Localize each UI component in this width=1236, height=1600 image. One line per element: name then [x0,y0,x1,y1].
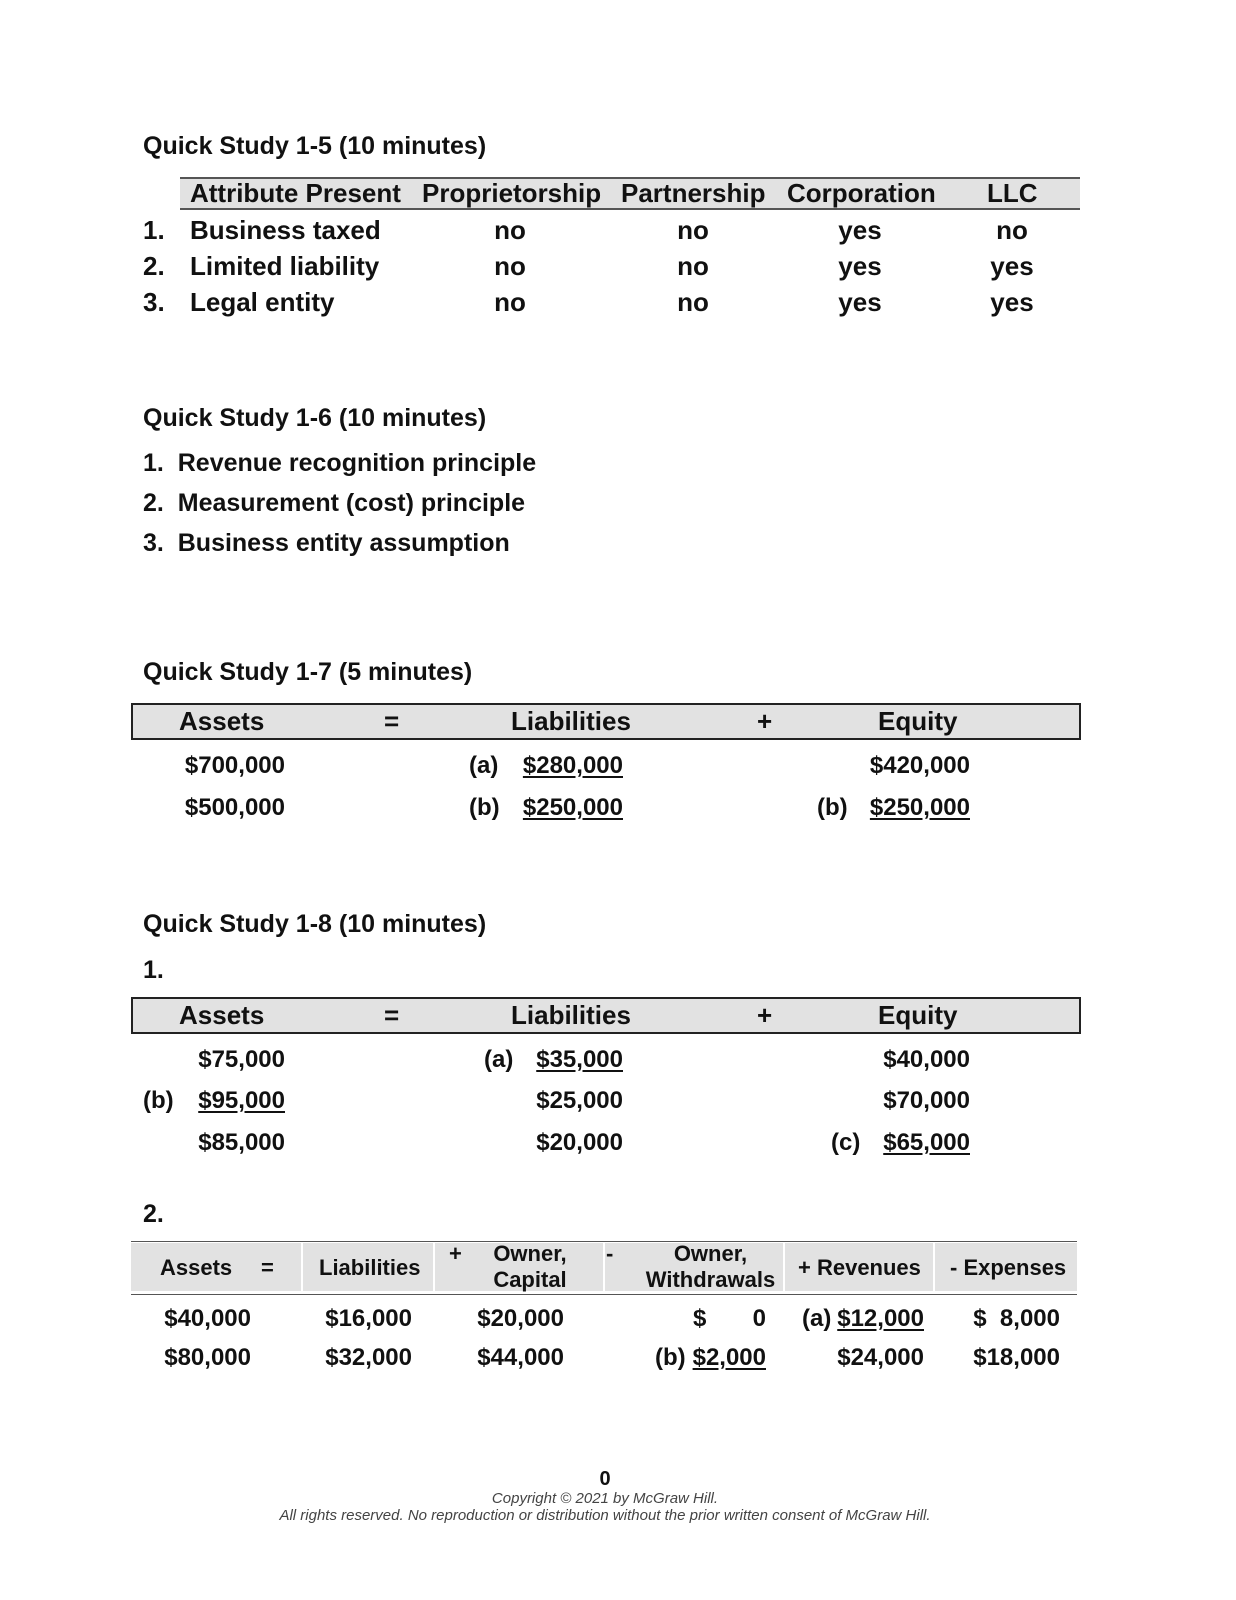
footer-copyright: Copyright © 2021 by McGraw Hill. [491,1490,719,1507]
qs18-t2-header-minus: - [606,1241,614,1266]
qs18-t2-capital: $20,000 [477,1305,564,1332]
qs18-liab-prefix: (a) [484,1046,514,1073]
qs18-t2-header-expenses: - Expenses [950,1255,1067,1280]
qs15-row-num: 2. [143,251,165,281]
qs18-part2-label: 2. [143,1200,164,1228]
qs18-t2-liab: $32,000 [325,1344,412,1371]
qs15-header-proprietorship: Proprietorship [422,178,602,208]
qs15-row-num: 3. [143,287,165,317]
qs17-liab-prefix: (b) [469,794,500,821]
qs15-cell: no [677,287,709,317]
qs18-t2-assets: $80,000 [164,1344,251,1371]
qs15-title: Quick Study 1-5 (10 minutes) [143,132,487,160]
qs15-cell: yes [838,287,882,317]
page-number: 0 [599,1468,611,1490]
qs18-equity: $70,000 [883,1087,970,1114]
qs18-t2-header-equals: = [261,1255,274,1280]
qs15-header-llc: LLC [987,178,1038,208]
qs18-header-equals: = [384,1000,400,1030]
qs18-assets: $85,000 [198,1129,285,1156]
qs15-row-label: Limited liability [190,251,380,281]
qs17-header-equity: Equity [878,706,958,736]
qs17-assets: $500,000 [184,794,285,821]
qs18-header-plus: + [757,1000,773,1030]
qs18-header-equity: Equity [878,1000,958,1030]
qs16-title: Quick Study 1-6 (10 minutes) [143,404,487,432]
qs18-equity-prefix: (c) [831,1129,861,1156]
qs16-item: 1. Revenue recognition principle [143,449,537,477]
qs18-t2-rev-prefix: (a) [802,1305,832,1332]
qs18-liab: $25,000 [536,1087,623,1114]
qs15-header-partnership: Partnership [621,178,766,208]
qs17-liab: $250,000 [522,794,623,821]
qs18-t2-expenses: $18,000 [973,1344,1060,1371]
qs15-cell: no [677,251,709,281]
footer-rights: All rights reserved. No reproduction or distribution without the prior written consent of McGraw Hill. [279,1507,931,1524]
qs15-row-num: 1. [143,215,165,245]
qs18-t2-withdrawals-prefix: (b) [655,1344,686,1371]
qs15-cell: yes [990,251,1034,281]
qs16-item: 2. Measurement (cost) principle [143,489,526,517]
qs18-t2-header-capital-line1: Owner, [493,1241,567,1266]
qs18-t2-header-capital-line2: Capital [493,1267,567,1292]
qs15-row-label: Legal entity [190,287,335,317]
qs18-t2-rev: $24,000 [837,1344,924,1371]
qs15-cell: no [677,215,709,245]
qs18-t2-assets: $40,000 [164,1305,251,1332]
qs18-t2-liab: $16,000 [325,1305,412,1332]
qs17-liab: $280,000 [522,752,623,779]
qs15-cell: yes [838,251,882,281]
qs15-cell: no [494,287,526,317]
qs15-header-corporation: Corporation [787,178,936,208]
qs18-assets: $75,000 [198,1046,285,1073]
qs18-header-liabilities: Liabilities [511,1000,631,1030]
qs18-t2-header-liabilities: Liabilities [319,1255,421,1280]
qs18-liab: $35,000 [536,1046,623,1073]
qs16-item: 3. Business entity assumption [143,529,510,557]
qs18-part1-label: 1. [143,956,164,984]
qs18-t2-expenses: $ 8,000 [973,1305,1060,1332]
qs17-equity: $420,000 [869,752,970,779]
qs18-t2-header-withdrawals-line2: Withdrawals [645,1267,776,1292]
qs15-row-label: Business taxed [190,215,381,245]
qs18-equity: $65,000 [883,1129,970,1156]
qs18-t2-withdrawals: $2,000 [692,1344,766,1371]
qs17-equity-prefix: (b) [817,794,848,821]
qs17-header-equals: = [384,706,400,736]
qs18-t2-rev: $12,000 [837,1305,924,1332]
qs17-title: Quick Study 1-7 (5 minutes) [143,658,473,686]
qs17-header-plus: + [757,706,773,736]
qs18-t2-header-assets: Assets [160,1255,233,1280]
qs18-t2-header-withdrawals-line1: Owner, [673,1241,748,1266]
qs18-t2-header-plus: + [449,1241,462,1266]
qs18-t2-withdrawals-prefix: $ [693,1305,707,1332]
qs17-equity: $250,000 [869,794,970,821]
qs18-equity: $40,000 [883,1046,970,1073]
qs15-cell: no [996,215,1028,245]
qs15-cell: no [494,215,526,245]
qs18-assets-prefix: (b) [143,1087,174,1114]
qs17-assets: $700,000 [184,752,285,779]
qs18-assets: $95,000 [198,1087,285,1114]
qs15-cell: yes [990,287,1034,317]
qs18-title: Quick Study 1-8 (10 minutes) [143,910,487,938]
qs18-t2-capital: $44,000 [477,1344,564,1371]
qs17-header-assets: Assets [179,706,265,736]
qs15-cell: no [494,251,526,281]
qs18-t2-withdrawals: 0 [752,1305,766,1332]
qs17-header-liabilities: Liabilities [511,706,631,736]
qs18-t2-header-revenues: + Revenues [798,1255,921,1280]
qs18-header-assets: Assets [179,1000,265,1030]
qs18-liab: $20,000 [536,1129,623,1156]
qs15-cell: yes [838,215,882,245]
qs17-liab-prefix: (a) [469,752,499,779]
qs15-header-attribute: Attribute Present [190,178,401,208]
